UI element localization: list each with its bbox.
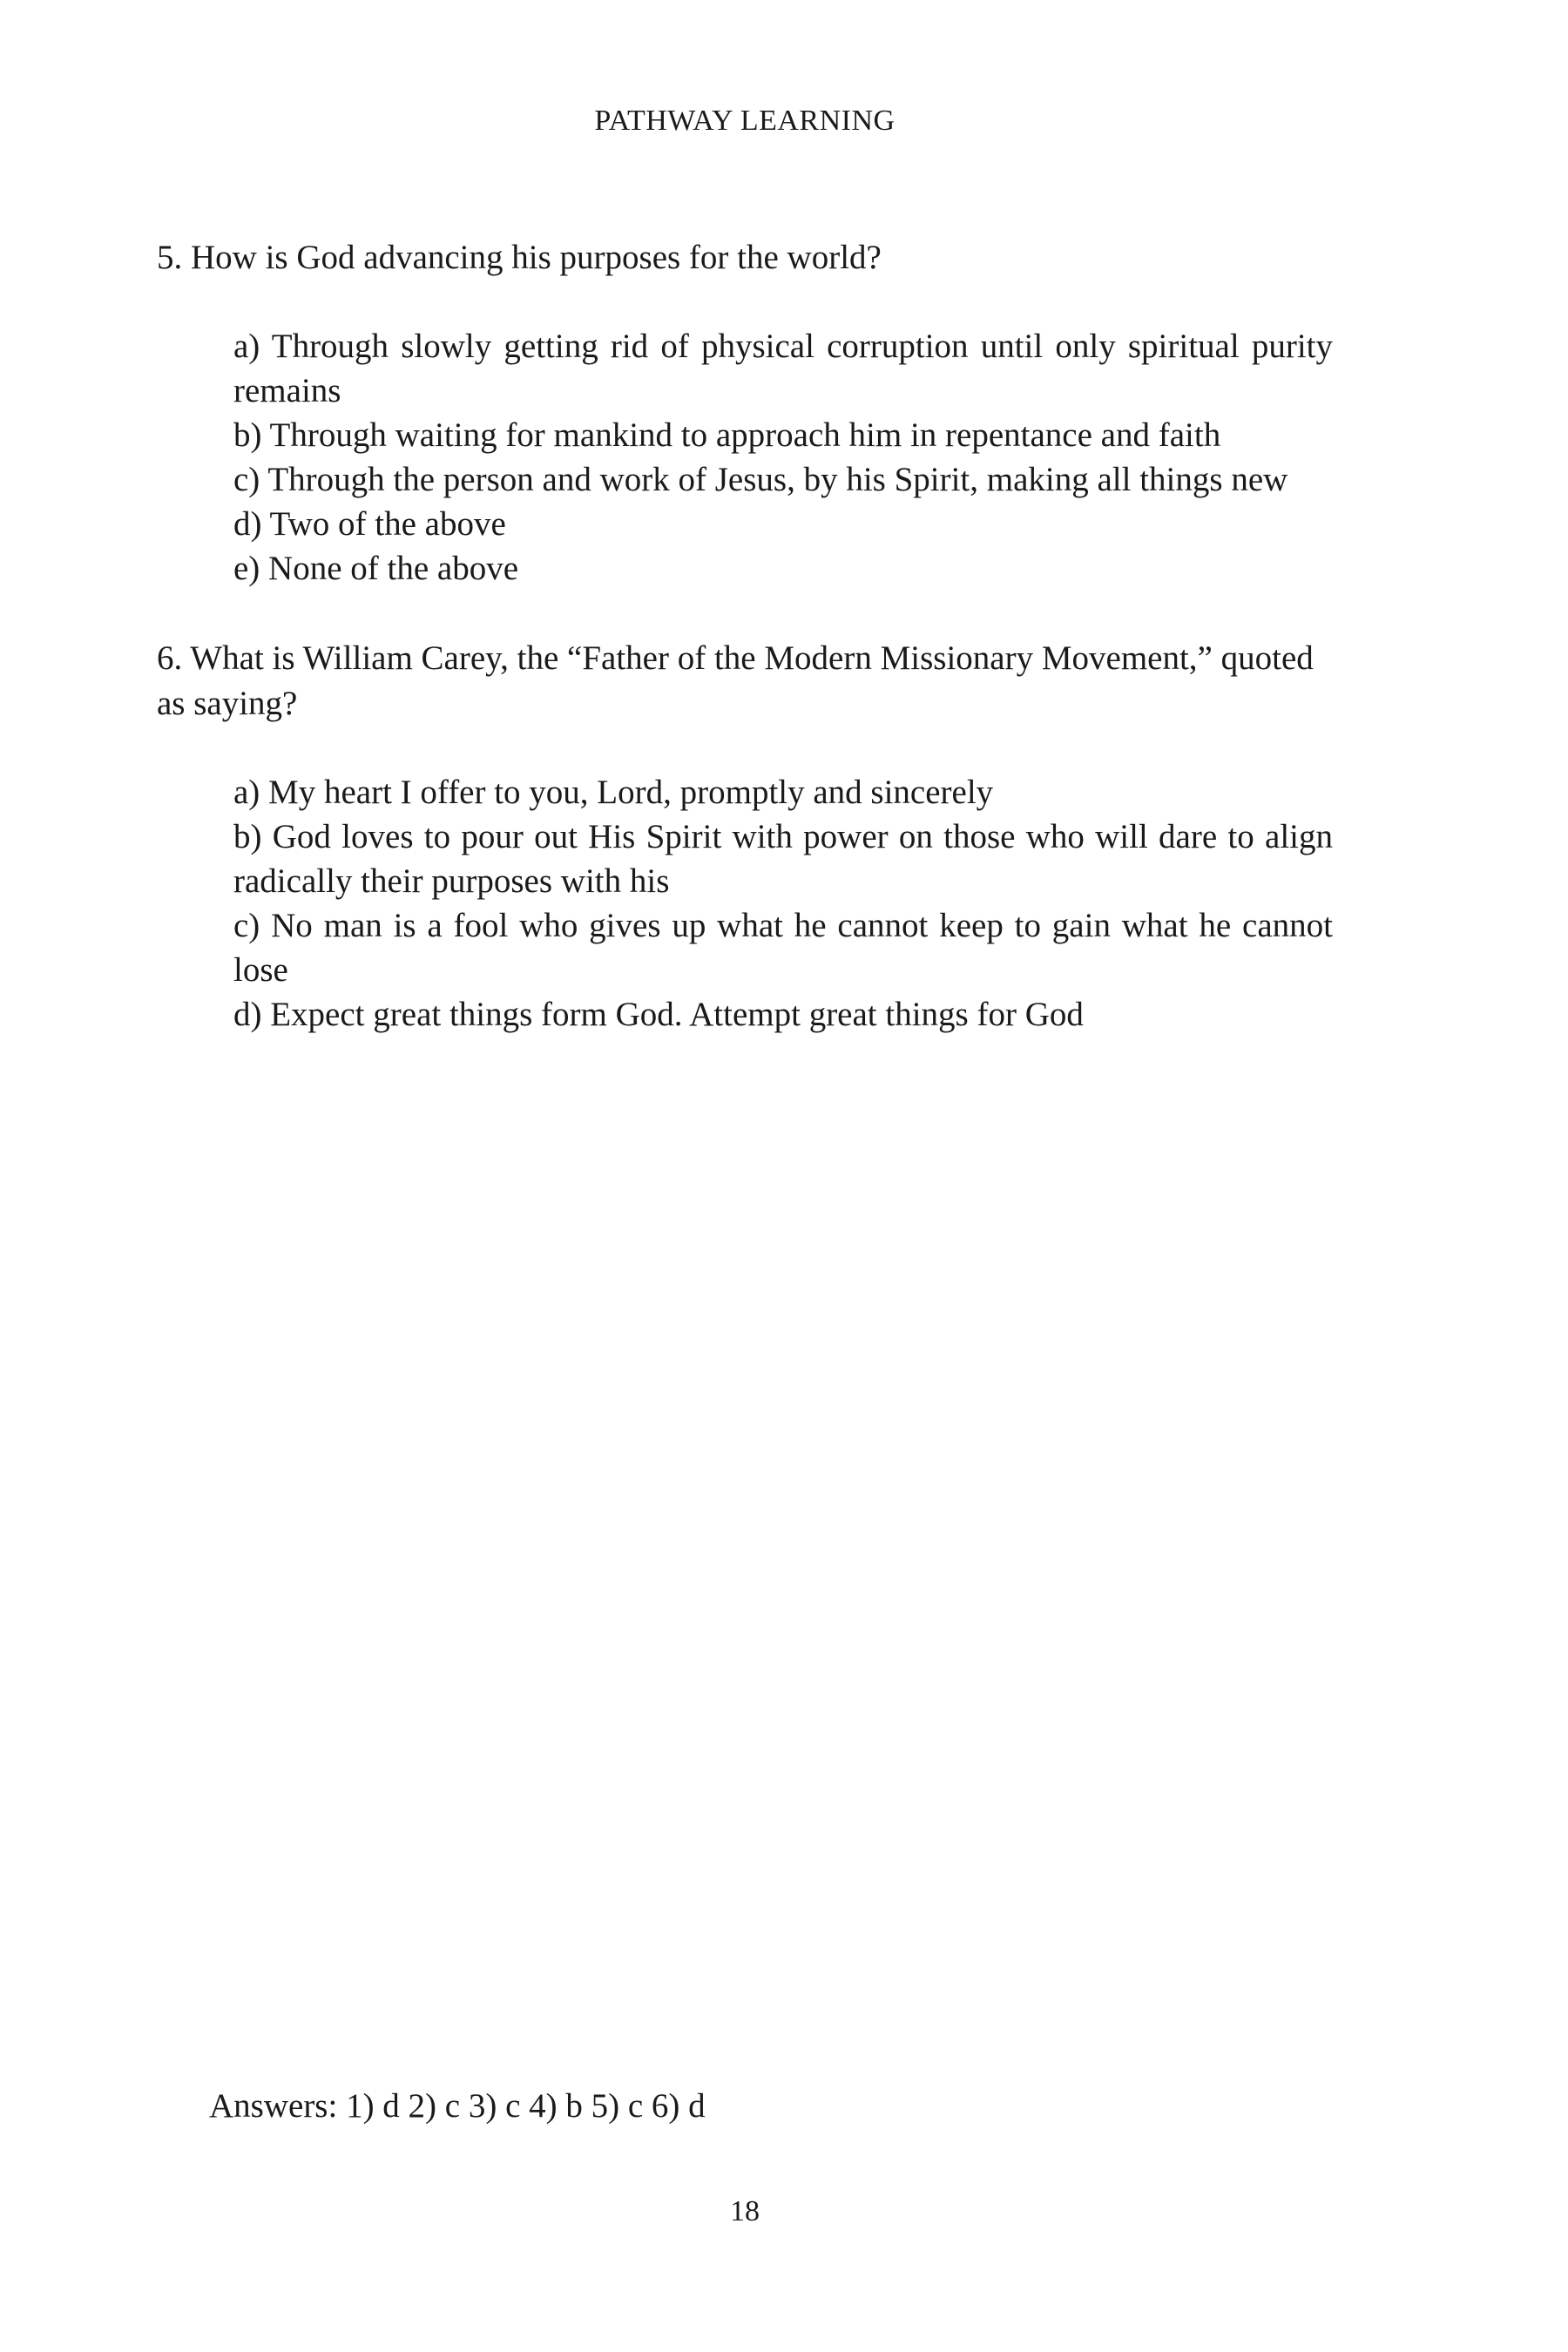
answer-key: Answers: 1) d 2) c 3) c 4) b 5) c 6) d bbox=[209, 2087, 706, 2125]
question-prompt: 5. How is God advancing his purposes for the world? bbox=[157, 239, 882, 276]
option-b: b) God loves to pour out His Spirit with power on those who will dare to align radically their purposes with his bbox=[233, 818, 1333, 900]
option-a: a) My heart I offer to you, Lord, promptly and sincerely bbox=[233, 774, 994, 811]
quiz-content bbox=[157, 235, 1333, 1082]
option-d: d) Two of the above bbox=[233, 505, 506, 543]
option-b: b) Through waiting for mankind to approach him in repentance and faith bbox=[233, 416, 1221, 454]
page-number: 18 bbox=[730, 2195, 760, 2227]
option-e: e) None of the above bbox=[233, 550, 519, 587]
running-head: PATHWAY LEARNING bbox=[594, 105, 896, 137]
option-d: d) Expect great things form God. Attempt great things for God bbox=[233, 996, 1084, 1033]
answer-options bbox=[233, 324, 1333, 591]
option-c: c) No man is a fool who gives up what he cannot keep to gain what he cannot lose bbox=[233, 907, 1333, 989]
question-6 bbox=[157, 636, 1333, 1037]
question-prompt: 6. What is William Carey, the “Father of the Modern Missionary Movement,” quoted as saying? bbox=[157, 639, 1314, 722]
option-a: a) Through slowly getting rid of physical corruption until only spiritual purity remains bbox=[233, 328, 1333, 409]
option-c: c) Through the person and work of Jesus, by his Spirit, making all things new bbox=[233, 461, 1288, 498]
question-5 bbox=[157, 235, 1333, 591]
answer-options bbox=[233, 770, 1333, 1037]
